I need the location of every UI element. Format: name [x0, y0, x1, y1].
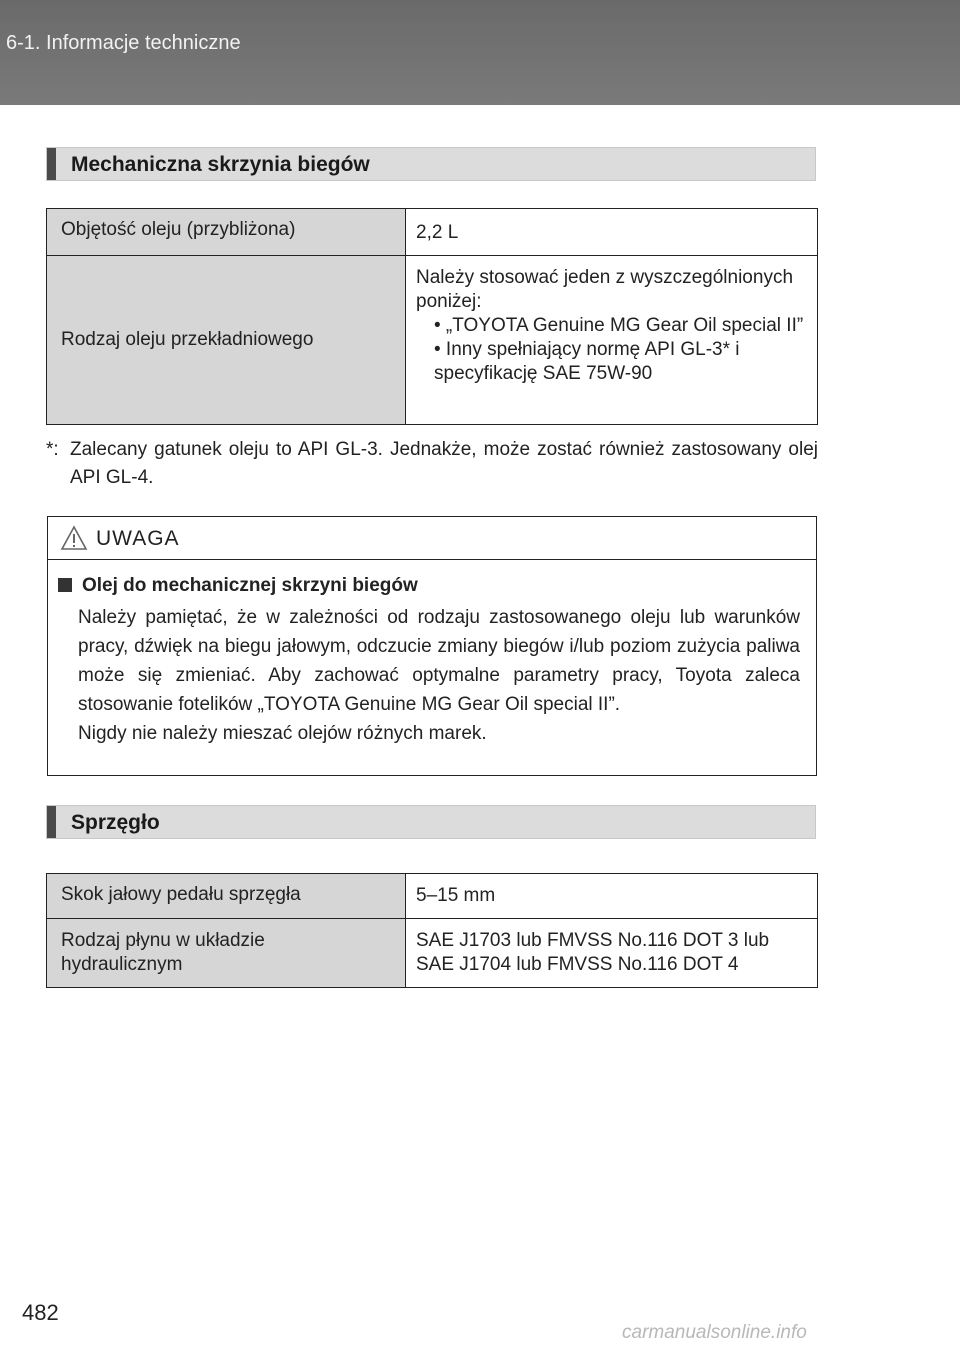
caution-paragraph: Należy pamiętać, że w zależności od rodzaju zastosowanego oleju lub warunków pracy, dźwięk na biegu jałowym, odczucie zmiany biegów i/lub poziom zużycia paliwa może się zmieniać. Aby zachować optymalne parametry pracy, Toyota zaleca stosowanie fotelików „TOYOTA Genuine MG Gear Oil special II”. [78, 607, 800, 715]
footnote-marker: *: [46, 439, 59, 460]
table-row [47, 874, 818, 919]
square-bullet-icon [58, 578, 72, 592]
table-row [47, 209, 818, 256]
caution-title: UWAGA [96, 527, 180, 550]
oil-type-bullet: • Inny spełniający normę API GL-3* i specyfikację SAE 75W-90 [434, 339, 740, 384]
row-label: Skok jałowy pedału sprzęgła [47, 874, 406, 919]
row-value: 5–15 mm [406, 874, 818, 919]
footnote [46, 436, 818, 492]
caution-header [48, 517, 816, 560]
footnote-text: Zalecany gatunek oleju to API GL-3. Jednakże, może zostać również zastosowany olej API GL-4. [70, 439, 818, 488]
chapter-title: 6-1. Informacje techniczne [6, 32, 241, 54]
caution-box [47, 516, 817, 776]
section-title: Sprzęgło [71, 811, 160, 834]
row-label: Rodzaj oleju przekładniowego [47, 256, 406, 425]
caution-subtitle-text: Olej do mechanicznej skrzyni biegów [82, 575, 418, 596]
row-value: 2,2 L [406, 209, 818, 256]
table-row [47, 256, 818, 425]
row-value: SAE J1703 lub FMVSS No.116 DOT 3 lub SAE J1704 lub FMVSS No.116 DOT 4 [406, 919, 818, 988]
row-label: Objętość oleju (przybliżona) [47, 209, 406, 256]
transmission-spec-table [46, 208, 818, 425]
clutch-spec-table [46, 873, 818, 988]
row-value [406, 256, 818, 425]
oil-type-bullet: • „TOYOTA Genuine MG Gear Oil special II” [434, 315, 804, 336]
caution-body [78, 603, 800, 748]
table-row [47, 919, 818, 988]
heading-accent-bar [47, 806, 56, 838]
oil-type-intro: Należy stosować jeden z wyszczególnionych poniżej: [416, 267, 794, 312]
row-label: Rodzaj płynu w układzie hydraulicznym [47, 919, 406, 988]
caution-paragraph: Nigdy nie należy mieszać olejów różnych marek. [78, 723, 487, 744]
chapter-header-bar [0, 0, 960, 105]
section-title: Mechaniczna skrzynia biegów [71, 153, 370, 176]
section-heading-clutch [46, 805, 816, 839]
caution-subtitle [58, 575, 418, 597]
watermark: carmanualsonline.info [622, 1322, 807, 1343]
section-heading-manual-transmission [46, 147, 816, 181]
warning-triangle-icon [60, 525, 88, 551]
page-number: 482 [22, 1300, 59, 1325]
heading-accent-bar [47, 148, 56, 180]
